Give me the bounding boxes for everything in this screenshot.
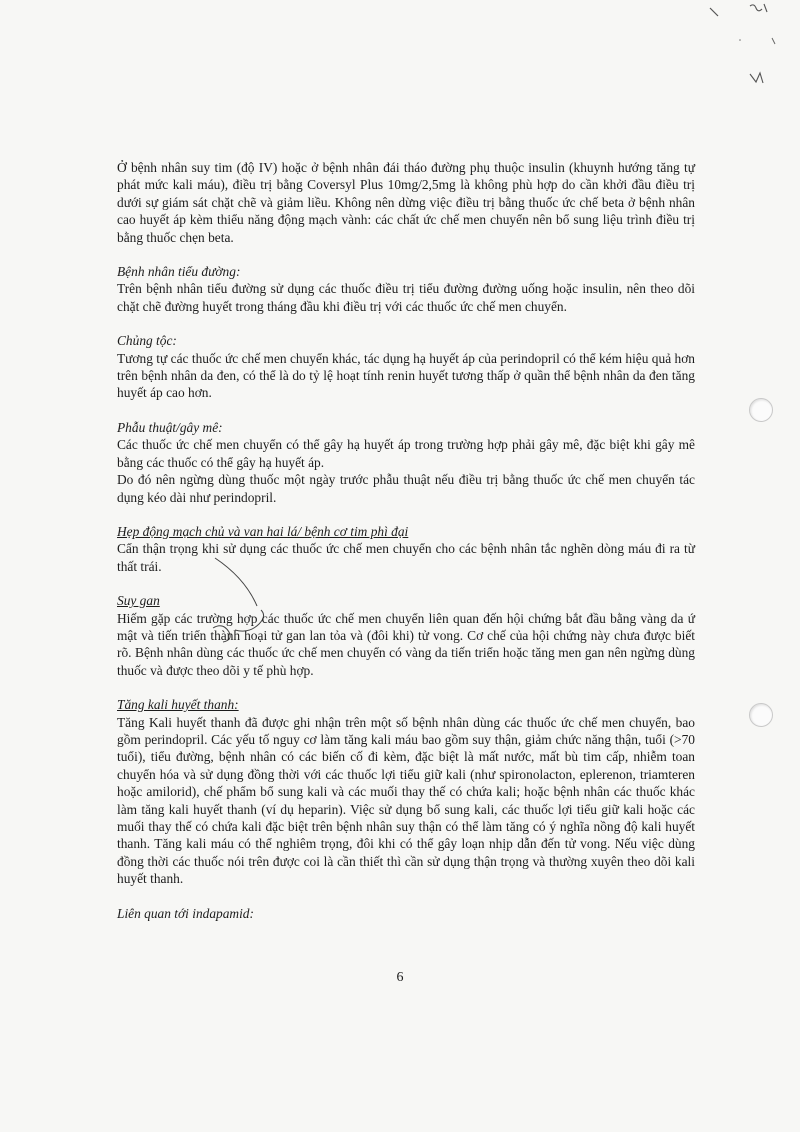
section-paragraph: Cẩn thận trọng khi sử dụng các thuốc ức chế men chuyển cho các bệnh nhân tắc nghẽn dòng máu đi ra từ thất trái. — [117, 541, 695, 574]
section-heading: Tăng kali huyết thanh: — [117, 697, 239, 713]
punch-hole-upper — [749, 398, 773, 422]
section-heading: Bệnh nhân tiểu đường: — [117, 264, 241, 280]
section-aortic-stenosis — [117, 523, 695, 575]
section-paragraph: Hiếm gặp các trường hợp các thuốc ức chế men chuyển liên quan đến hội chứng bắt đầu bằng vàng da ứ mật và tiến triển thành hoại tử gan lan tỏa và (đôi khi) tử vong. Cơ chế của hội chứng này chưa được biết rõ. Bệnh nhân dùng các thuốc ức chế men chuyển có vàng da tiến triển hoặc tăng men gan nên ngừng dùng thuốc và được theo dõi y tế phù hợp. — [117, 610, 695, 678]
section-heading: Chủng tộc: — [117, 333, 177, 349]
intro-paragraph: Ở bệnh nhân suy tim (độ IV) hoặc ở bệnh nhân đái tháo đường phụ thuộc insulin (khuynh hướng tăng tự phát mức kali máu), điều trị bằng Coversyl Plus 10mg/2,5mg là không phù hợp do cần khởi đầu điều trị dưới sự giám sát chặt chẽ và giảm liều. Không nên dừng việc điều trị bằng thuốc ức chế beta ở bệnh nhân cao huyết áp kèm thiểu năng động mạch vành: các chất ức chế men chuyển nên bổ sung liệu trình điều trị bằng thuốc chẹn beta. — [117, 160, 695, 245]
punch-hole-lower — [749, 703, 773, 727]
page-number: 6 — [396, 970, 404, 985]
document-body — [117, 159, 695, 922]
section-hepatic-failure — [117, 592, 695, 679]
indapamide-heading: Liên quan tới indapamid: — [117, 905, 254, 921]
section-hyperkalemia — [117, 696, 695, 887]
section-heading: Hẹp động mạch chủ và van hai lá/ bệnh cơ tim phì đại — [117, 523, 409, 539]
section-paragraph: Trên bệnh nhân tiểu đường sử dụng các thuốc điều trị tiểu đường đường uống hoặc insulin, nên theo dõi chặt chẽ đường huyết trong tháng đầu khi điều trị với các thuốc ức chế men chuyển. — [117, 281, 695, 314]
section-race — [117, 332, 695, 402]
section-paragraph: Do đó nên ngừng dùng thuốc một ngày trước phẫu thuật nếu điều trị bằng thuốc ức chế men chuyển tác dụng kéo dài như perindopril. — [117, 472, 695, 505]
section-heading: Suy gan — [117, 593, 160, 609]
section-paragraph: Các thuốc ức chế men chuyển có thể gây hạ huyết áp trong trường hợp phải gây mê, đặc biệt khi gây mê bằng các thuốc có thể gây hạ huyết áp. — [117, 437, 695, 470]
section-paragraph: Tương tự các thuốc ức chế men chuyển khác, tác dụng hạ huyết áp của perindopril có thể kém hiệu quả hơn trên bệnh nhân da đen, có thể là do tỷ lệ hoạt tính renin huyết tương thấp ở quần thể bệnh nhân da đen tăng huyết áp cao hơn. — [117, 350, 695, 401]
intro-block — [117, 159, 695, 246]
section-diabetes — [117, 263, 695, 315]
section-heading: Phẫu thuật/gây mê: — [117, 419, 223, 435]
section-paragraph: Tăng Kali huyết thanh đã được ghi nhận trên một số bệnh nhân dùng các thuốc ức chế men chuyển, bao gồm perindopril. Các yếu tố nguy cơ làm tăng kali máu bao gồm suy thận, giảm chức năng thận, tuổi (>70 tuổi), tiểu đường, bệnh nhân có các biến cố đi kèm, đặc biệt là mất nước, mất bù tim cấp, nhiễm toan chuyển hóa và sử dụng đồng thời với các thuốc lợi tiểu giữ kali (như spironolacton, eplerenon, triamteren hoặc amilorid), chế phẩm bổ sung kali và các muối thay thế có chứa kali; hoặc bệnh nhân các thuốc khác làm tăng kali huyết thanh (ví dụ heparin). Việc sử dụng bổ sung kali, các thuốc lợi tiểu giữ kali hoặc các muối thay thế có chứa kali đặc biệt trên bệnh nhân suy thận có thể làm tăng có ý nghĩa nồng độ kali huyết thanh. Tăng kali máu có thể nghiêm trọng, đôi khi có thể gây loạn nhịp dẫn đến tử vong. Nếu việc dùng đồng thời các thuốc nói trên được coi là cần thiết thì cần sử dụng thận trọng và thường xuyên theo dõi kali huyết thanh. — [117, 714, 695, 887]
section-surgery-anesthesia — [117, 419, 695, 506]
scan-corner-marks — [680, 0, 800, 110]
